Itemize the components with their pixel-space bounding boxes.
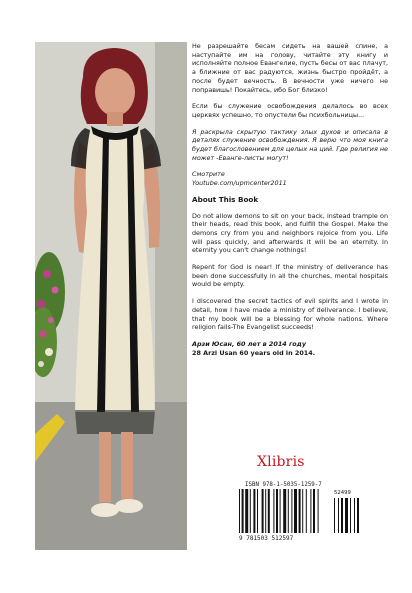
barcode-addon-bar [338, 498, 339, 533]
barcode-addon-bar [334, 498, 335, 533]
barcode-bar [276, 489, 278, 533]
barcode-bar [262, 489, 264, 533]
barcode-bar [306, 489, 307, 533]
russian-paragraph-3: Я раскрыла скрытую тактику злых духов и описала в деталях служение освобождения. Я верю что моя книга будет благословением для целых на ций. Где религия не может -Еванге-листы могут! [192, 127, 388, 162]
author-photo [35, 42, 187, 550]
barcode-bar [268, 489, 270, 533]
barcode-addon-bar [357, 498, 359, 533]
about-paragraph-2: Repent for God is near! If the ministry of deliverance has been done successfully in all the churches, mental hospitals would be empty. [192, 263, 388, 289]
barcode-addon: 52499 [334, 490, 351, 496]
watch-label: Смотрите [192, 170, 225, 179]
about-heading: About This Book [192, 194, 259, 204]
barcode-bar [253, 489, 255, 533]
barcode-bar [273, 489, 274, 533]
barcode-addon-bar [341, 498, 343, 533]
barcode-bar [239, 489, 240, 533]
barcode-bar [283, 489, 286, 533]
barcode-bar [313, 489, 315, 533]
barcode-bar [245, 489, 248, 533]
russian-paragraph-1: Не разрешайте бесам сидеть на вашей спине, а наступайте им на голову, читайте эту книгу и исполняйте полное Евангелие, пусть бесы от вас плачут, а ближние от вас радуются, жизнь быстро пройдёт, а после будет вечность. В вечности уже ничего не поправишь! Покайтесь, ибо Бог близко! [192, 42, 388, 94]
russian-paragraph-2: Если бы служение освобождения делалось во всех церквях успешно, то опустели бы психбольницы... [192, 102, 388, 119]
youtube-link: Youtube.com/upmcenter2011 [192, 179, 287, 188]
barcode-bar [250, 489, 251, 533]
barcode-bar [242, 489, 244, 533]
author-line-en: 28 Arzi Usan 60 years old in 2014. [192, 348, 316, 357]
barcode-bar [265, 489, 266, 533]
publisher-logo: Xlibris [257, 454, 305, 470]
about-paragraph-1: Do not allow demons to sit on your back, instead trample on their heads, read this book, and fulfill the Gospel. Make the demons cry from you and neighbors rejoice from you. Life will pass quickly, and afterwards it will be an eternity. In eternity you can't change nothings! [192, 211, 388, 255]
author-line-ru: Арзи Юсан, 60 лет в 2014 году [192, 339, 307, 348]
ean-digits: 9 781503 512597 [239, 535, 294, 542]
barcode-bar [302, 489, 303, 533]
about-paragraph-3: I discovered the secret tactics of evil spirits and I wrote in detail, how I have made a ministry of deliverance. I believe, that my book will be a blessing for whole nations. Where religion fails-The Evangelist succeeds! [192, 297, 388, 332]
author-photo-illustration [35, 42, 187, 550]
barcode-bar [294, 489, 297, 533]
barcode-bar [318, 489, 319, 533]
back-cover-text [192, 42, 388, 365]
barcode-bar [280, 489, 281, 533]
isbn-number: ISBN 978-1-5035-1259-7 [245, 482, 322, 488]
isbn-barcode [237, 480, 365, 544]
barcode-bar [288, 489, 289, 533]
barcode-addon-bar [350, 498, 351, 533]
barcode-addon-bar [354, 498, 355, 533]
barcode-bar [291, 489, 292, 533]
barcode-bar [310, 489, 311, 533]
barcode-addon-bar [345, 498, 348, 533]
barcode-bar [257, 489, 258, 533]
barcode-bar [299, 489, 301, 533]
